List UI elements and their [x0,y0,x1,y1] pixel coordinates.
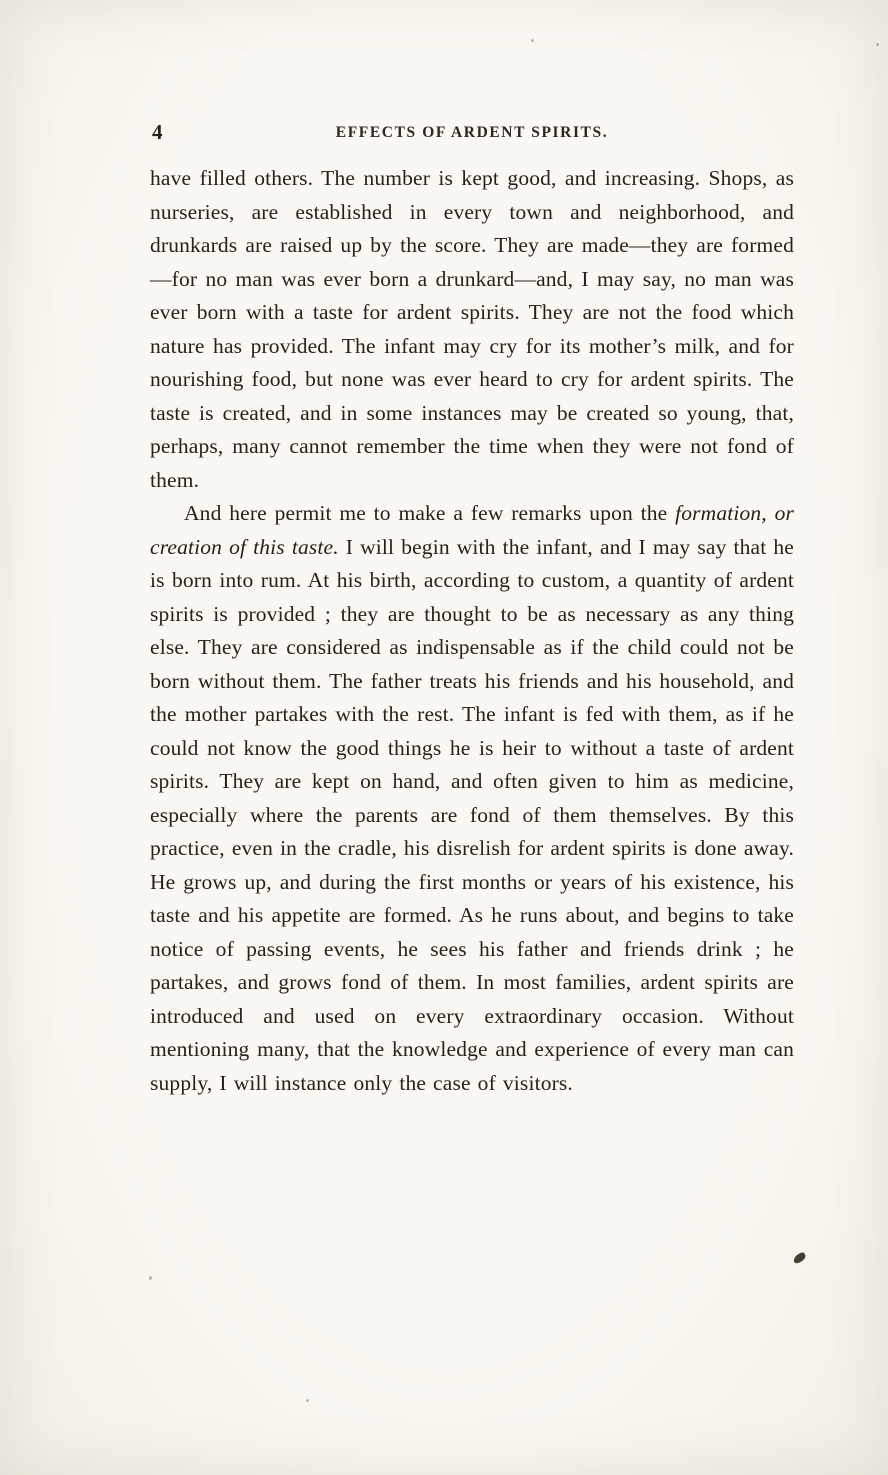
paragraph-italic-text: formation, or creation of this taste. [150,501,794,559]
scan-speck [531,39,534,42]
scan-speck [149,1276,152,1280]
text-block [150,118,794,1100]
page-number: 4 [152,120,163,144]
ink-mark [792,1251,807,1264]
paragraph-continued: have filled others. The number is kept good, and increasing. Shops, as nurseries, are established in every town and neighborhood, and drunkards are raised up by the score. They are made—they are formed—for no man was ever born a drunkard—and, I may say, no man was ever born with a taste for ardent spirits. They are not the food which nature has provided. The infant may cry for its mother’s milk, and for nourishing food, but none was ever heard to cry for ardent spirits. The taste is created, and in some instances may be created so young, that, perhaps, many cannot remember the time when they were not fond of them. [150,166,794,492]
paragraph-text: And here permit me to make a few remarks upon the [184,501,676,525]
paragraph [150,497,794,1100]
paragraph-text: I will begin with the infant, and I may say that he is born into rum. At his birth, according to custom, a quantity of ardent spirits is provided ; they are thought to be as necessary as any thing else. They are considered as indispensable as if the child could not be born without them. The father treats his friends and his household, and the mother partakes with the rest. The infant is fed with them, as if he could not know the good things he is heir to without a taste of ardent spirits. They are kept on hand, and often given to him as medicine, especially where the parents are fond of them themselves. By this practice, even in the cradle, his disrelish for ardent spirits is done away. He grows up, and during the first months or years of his existence, his taste and his appetite are formed. As he runs about, and begins to take notice of passing events, he sees his father and friends drink ; he partakes, and grows fond of them. In most families, ardent spirits are introduced and used on every extraordinary occasion. Without mentioning many, that the knowledge and experience of every man can supply, I will instance only the case of visitors. [150,534,794,1095]
running-header: EFFECTS OF ARDENT SPIRITS. [335,124,609,141]
scan-speck [876,43,879,46]
page-header [150,118,794,152]
scan-speck [306,1399,309,1402]
